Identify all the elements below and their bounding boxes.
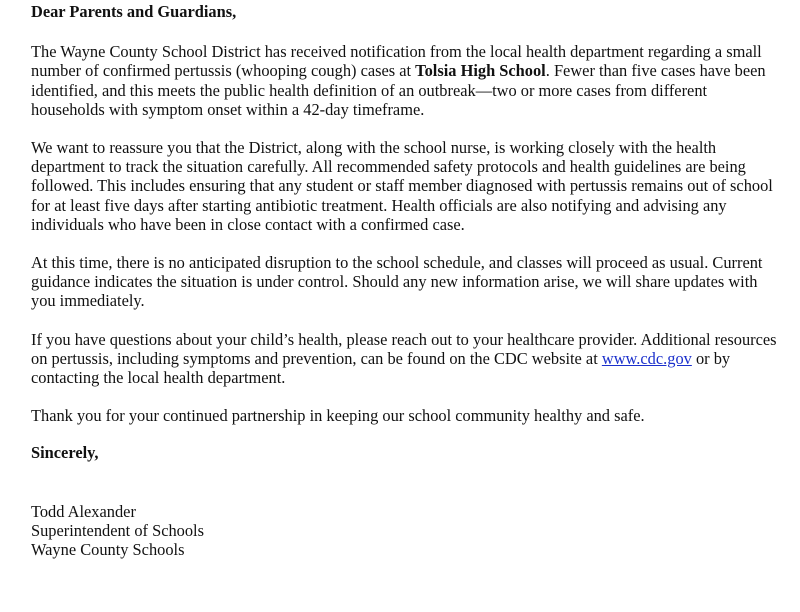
cdc-link[interactable]: www.cdc.gov — [601, 348, 692, 368]
school-name: Tolsia High School — [415, 61, 546, 81]
paragraph-reassurance: We want to reassure you that the District, along with the school nurse, is working closely with the health department to track the situation carefully. All recommended safety protocols and health guidelines are being followed. This includes ensuring that any student or staff member diagnosed with pertussis remains out of school for at least five days after starting antibiotic treatment. Health officials are also notifying and advising any individuals who have been in close contact with a confirmed case. — [31, 138, 773, 234]
greeting: Dear Parents and Guardians, — [31, 2, 237, 21]
letter — [31, 2, 783, 559]
paragraph-resources — [31, 330, 783, 388]
closing: Sincerely, — [31, 443, 99, 463]
paragraph-thanks: Thank you for your continued partnership in keeping our school community healthy and safe. — [31, 406, 645, 426]
paragraph-notification-text: The Wayne County School District has received notification from the local health department regarding a small number of confirmed pertussis (whooping cough) cases at — [31, 42, 762, 81]
signature-name: Todd Alexander — [31, 501, 136, 521]
paragraph-schedule: At this time, there is no anticipated disruption to the school schedule, and classes will proceed as usual. Current guidance indicates the situation is under control. Should any new information arise, we will share updates with you immediately. — [31, 253, 763, 311]
signature-org: Wayne County Schools — [31, 540, 185, 560]
paragraph-resources-text: If you have questions about your child’s health, please reach out to your healthcare provider. Additional resources on pertussis, including symptoms and prevention, can be found on the CDC website at — [31, 329, 777, 368]
signature-block — [31, 502, 783, 560]
paragraph-resources-text-end: or by contacting the local health department. — [31, 348, 731, 388]
paragraph-notification-text-end: . Fewer than five cases have been identified, and this meets the public health definition of an outbreak—two or more cases from different households with symptom onset within a 42-day timeframe. — [31, 61, 766, 119]
paragraph-notification — [31, 42, 783, 119]
signature-title: Superintendent of Schools — [31, 520, 204, 540]
